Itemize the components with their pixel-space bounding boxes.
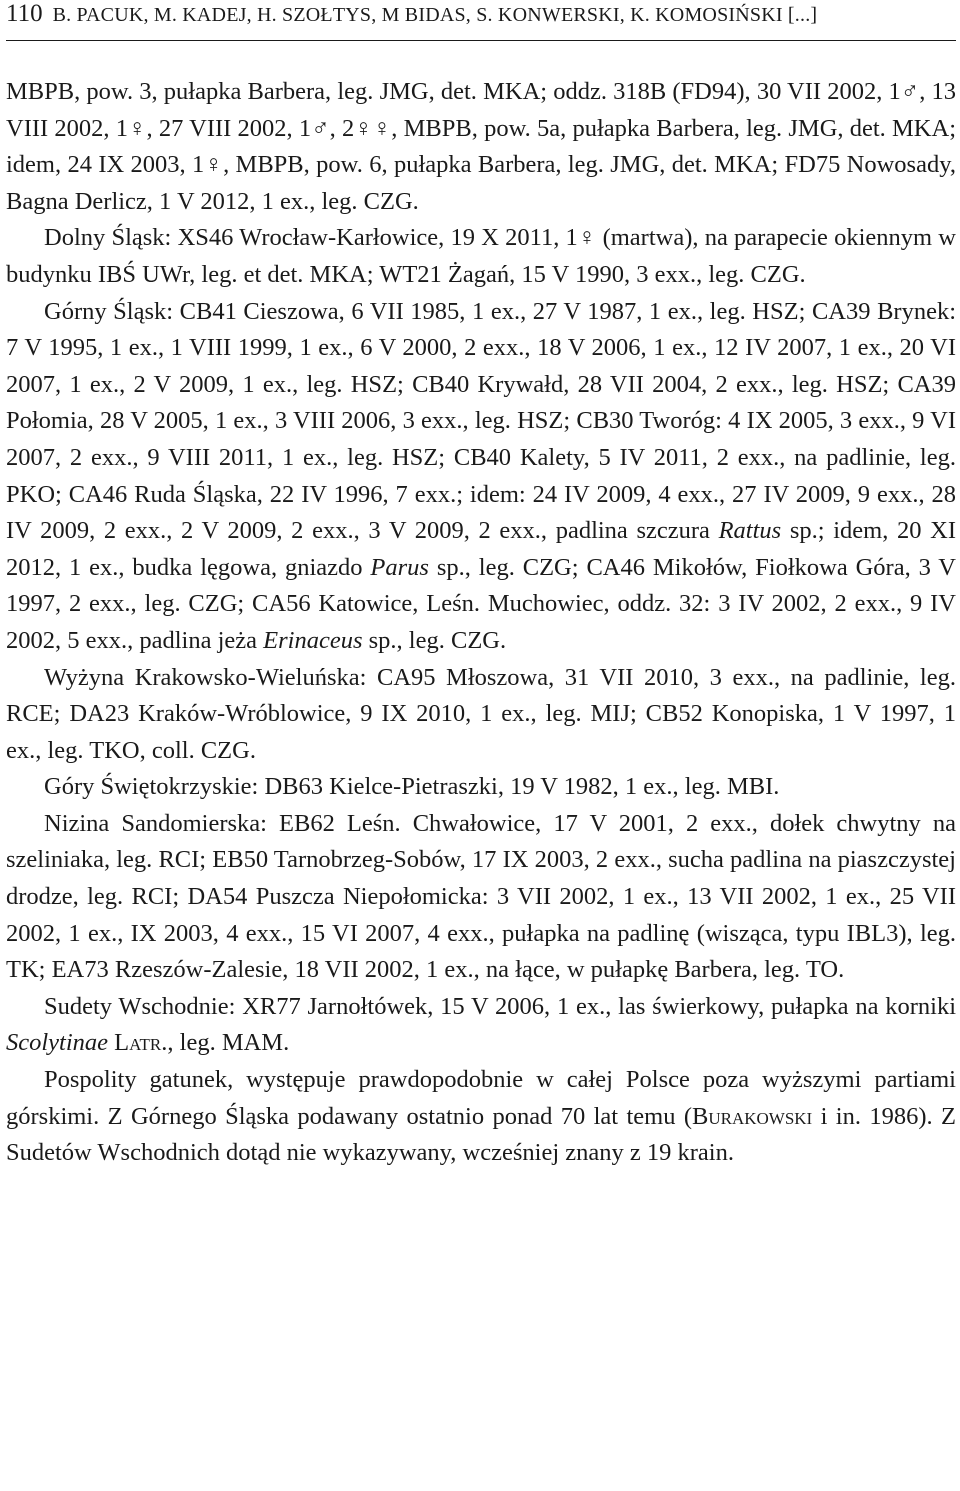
paragraph	[6, 220, 956, 293]
page-header	[6, 0, 956, 40]
text-run: sp., leg. CZG.	[362, 626, 507, 654]
text-run: Góry Świętokrzyskie: DB63 Kielce-Pietraszki, 19 V 1982, 1 ex., leg. MBI.	[44, 773, 780, 801]
paragraph	[6, 1062, 956, 1172]
paragraph	[6, 660, 956, 770]
body-text	[6, 74, 956, 1172]
taxon-name: Scolytinae	[6, 1029, 109, 1057]
taxon-name: Rattus	[718, 517, 782, 545]
text-run: i in. 1986). Z Sudetów Wschodnich dotąd nie wykazywany, wcześniej znany z 19 krain.	[6, 1102, 956, 1167]
paragraph	[6, 294, 956, 660]
text-run: Nizina Sandomierska: EB62 Leśn. Chwałowice, 17 V 2001, 2 exx., dołek chwytny na szeliniaka, leg. RCI; EB50 Tarnobrzeg-Sobów, 17 IX 2003, 2 exx., sucha padlina na piaszczystej drodze, leg. RCI; DA54 Puszcza Niepołomicka: 3 VII 2002, 1 ex., 13 VII 2002, 1 ex., 25 VII 2002, 1 ex., IX 2003, 4 exx., 15 VI 2007, 4 exx., pułapka na padlinę (wisząca, typu IBL3), leg. TK; EA73 Rzeszów-Zalesie, 18 VII 2002, 1 ex., na łące, w pułapkę Barbera, leg. TO.	[6, 809, 956, 984]
taxon-name: Erinaceus	[263, 626, 363, 654]
text-run: , leg. MAM.	[167, 1029, 290, 1057]
running-head: B. PACUK, M. KADEJ, H. SZOŁTYS, M BIDAS, S. KONWERSKI, K. KOMOSIŃSKI [...]	[52, 4, 818, 26]
text-run: sp.; idem, 20 XI 2012, 1 ex., budka lęgowa, gniazdo	[6, 517, 956, 581]
page-number: 110	[6, 0, 43, 27]
text-run: sp., leg. CZG; CA46 Mikołów, Fiołkowa Góra, 3 V 1997, 2 exx., leg. CZG; CA56 Katowice, Leśn. Muchowiec, oddz. 32: 3 IV 2002, 2 exx., 9 IV 2002, 5 exx., padlina jeża	[6, 553, 956, 654]
paragraph	[6, 769, 956, 806]
text-run: MBPB, pow. 3, pułapka Barbera, leg. JMG, det. MKA; oddz. 318B (FD94), 30 VII 2002, 1♂, 13 VIII 2002, 1♀, 27 VIII 2002, 1♂, 2♀♀, MBPB, pow. 5a, pułapka Barbera, leg. JMG, det. MKA; idem, 24 IX 2003, 1♀, MBPB, pow. 6, pułapka Barbera, leg. JMG, det. MKA; FD75 Nowosady, Bagna Derlicz, 1 V 2012, 1 ex., leg. CZG.	[6, 78, 956, 215]
text-run: Dolny Śląsk: XS46 Wrocław-Karłowice, 19 X 2011, 1♀ (martwa), na parapecie okiennym w budynku IBŚ UWr, leg. et det. MKA; WT21 Żagań, 15 V 1990, 3 exx., leg. CZG.	[6, 224, 956, 288]
taxon-name: Parus	[370, 553, 429, 581]
text-run: Sudety Wschodnie: XR77 Jarnołtówek, 15 V 2006, 1 ex., las świerkowy, pułapka na korniki	[44, 992, 956, 1020]
paragraph	[6, 806, 956, 989]
text-run: Pospolity gatunek, występuje prawdopodobnie w całej Polsce poza wyższymi partiami górskimi. Z Górnego Śląska podawany ostatnio ponad 70 lat temu (	[6, 1066, 956, 1130]
text-run: Górny Śląsk: CB41 Cieszowa, 6 VII 1985, 1 ex., 27 V 1987, 1 ex., leg. HSZ; CA39 Brynek: 7 V 1995, 1 ex., 1 VIII 1999, 1 ex., 6 V 2000, 2 exx., 18 V 2006, 1 ex., 12 IV 2007, 1 ex., 20 VI 2007, 1 ex., 2 V 2009, 1 ex., leg. HSZ; CB40 Krywałd, 28 VII 2004, 2 exx., leg. HSZ; CA39 Połomia, 28 V 2005, 1 ex., 3 VIII 2006, 3 exx., leg. HSZ; CB30 Tworóg: 4 IX 2005, 3 exx., 9 VI 2007, 2 exx., 9 VIII 2011, 1 ex., leg. HSZ; CB40 Kalety, 5 IV 2011, 2 exx., na padlinie, leg. PKO; CA46 Ruda Śląska, 22 IV 1996, 7 exx.; idem: 24 IV 2009, 4 exx., 27 IV 2009, 9 exx., 28 IV 2009, 2 exx., 2 V 2009, 2 exx., 3 V 2009, 2 exx., padlina szczura	[6, 297, 956, 545]
header-rule	[6, 40, 956, 41]
text-run: Wyżyna Krakowsko-Wieluńska: CA95 Młoszowa, 31 VII 2010, 3 exx., na padlinie, leg. RCE; DA23 Kraków-Wróblowice, 9 IX 2010, 1 ex., leg. MIJ; CB52 Konopiska, 1 V 1997, 1 ex., leg. TKO, coll. CZG.	[6, 663, 956, 764]
paragraph	[6, 989, 956, 1062]
paragraph	[6, 74, 956, 220]
author-name: Latr.	[114, 1029, 168, 1057]
author-name: Burakowski	[691, 1102, 813, 1130]
